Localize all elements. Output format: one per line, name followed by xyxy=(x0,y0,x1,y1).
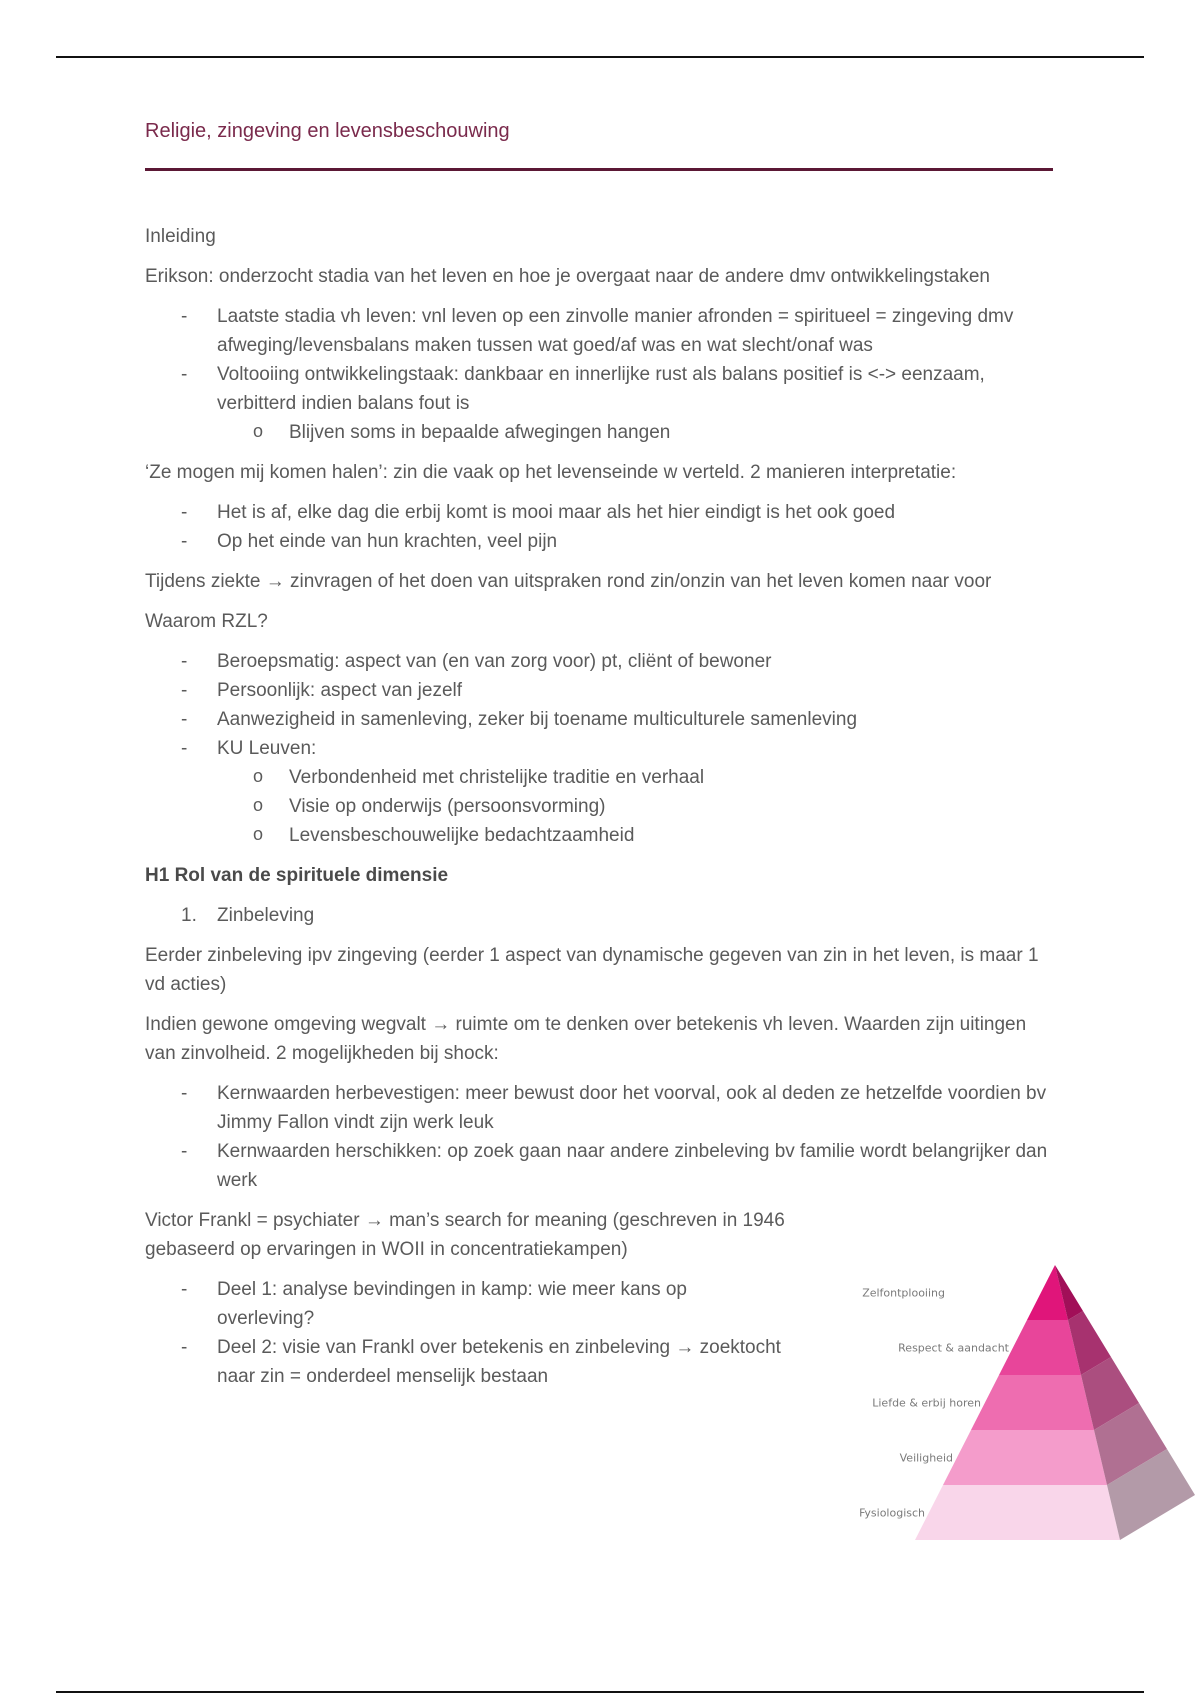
erikson-list xyxy=(145,302,1055,447)
pyramid-level-front xyxy=(943,1430,1107,1485)
dash-bullet: - xyxy=(181,680,188,701)
pyramid-level-label: Fysiologisch xyxy=(859,1506,925,1520)
maslow-pyramid xyxy=(820,1260,1200,1560)
list-item: - Het is af, elke dag die erbij komt is mooi maar als het hier eindigt is het ook goed xyxy=(145,498,1055,527)
quote-list xyxy=(145,498,1055,556)
dash-bullet: - xyxy=(181,1083,188,1104)
dash-bullet: - xyxy=(181,531,188,552)
dash-bullet: - xyxy=(181,502,188,523)
list-item: - Kernwaarden herbevestigen: meer bewust door het voorval, ook al deden ze hetzelfde voordien bv Jimmy Fallon vindt zijn werk leuk xyxy=(145,1079,1055,1137)
shock-paragraph: Indien gewone omgeving wegvalt → ruimte om te denken over betekenis vh leven. Waarden zijn uitingen van zinvolheid. 2 mogelijkheden bij shock: xyxy=(145,1014,1027,1064)
list-item: - Persoonlijk: aspect van jezelf xyxy=(145,676,1055,705)
sublist-item: o Visie op onderwijs (persoonsvorming) xyxy=(217,792,1055,821)
pyramid-level-label: Veiligheid xyxy=(899,1451,953,1465)
illness-paragraph: Tijdens ziekte → zinvragen of het doen van uitspraken rond zin/onzin van het leven komen naar voor xyxy=(145,571,992,592)
maslow-pyramid-svg xyxy=(820,1260,1200,1560)
list-item: - Kernwaarden herschikken: op zoek gaan naar andere zinbeleving bv familie wordt belangrijker dan werk xyxy=(145,1137,1055,1195)
document-title: Religie, zingeving en levensbeschouwing xyxy=(145,120,510,142)
circle-bullet: o xyxy=(253,824,264,844)
page-top-rule xyxy=(56,56,1144,58)
intro-heading: Inleiding xyxy=(145,226,216,247)
dash-bullet: - xyxy=(181,1279,188,1300)
title-underline xyxy=(145,168,1053,171)
dash-bullet: - xyxy=(181,364,188,385)
frankl-list xyxy=(145,1275,785,1391)
sublist-item: o Levensbeschouwelijke bedachtzaamheid xyxy=(217,821,1055,850)
why-list xyxy=(145,647,1055,850)
erikson-paragraph: Erikson: onderzocht stadia van het leven en hoe je overgaat naar de andere dmv ontwikkelingstaken xyxy=(145,266,990,287)
sublist xyxy=(217,763,1055,850)
list-item: - Laatste stadia vh leven: vnl leven op een zinvolle manier afronden = spiritueel = zingeving dmv afweging/levensbalans maken tussen wat goed/af was en wat slecht/onaf was xyxy=(145,302,1055,360)
list-item: - Deel 1: analyse bevindingen in kamp: wie meer kans op overleving? xyxy=(145,1275,785,1333)
pyramid-level-label: Zelfontplooiing xyxy=(862,1286,945,1300)
dash-bullet: - xyxy=(181,709,188,730)
list-item: - Op het einde van hun krachten, veel pijn xyxy=(145,527,1055,556)
list-item: - Aanwezigheid in samenleving, zeker bij toename multiculturele samenleving xyxy=(145,705,1055,734)
dash-bullet: - xyxy=(181,1337,188,1358)
pyramid-level-front xyxy=(999,1320,1081,1375)
dash-bullet: - xyxy=(181,738,188,759)
list-item: - KU Leuven: o Verbondenheid met christelijke traditie en verhaal o Visie op onderwijs (persoonsvorming) o Levensbeschouwelijke bedachtzaamheid xyxy=(145,734,1055,850)
list-item: - Beroepsmatig: aspect van (en van zorg voor) pt, cliënt of bewoner xyxy=(145,647,1055,676)
page-bottom-rule xyxy=(56,1691,1144,1693)
pyramid-level-front xyxy=(971,1375,1094,1430)
quote-paragraph: ‘Ze mogen mij komen halen’: zin die vaak op het levenseinde w verteld. 2 manieren interpretatie: xyxy=(145,462,957,483)
dash-bullet: - xyxy=(181,306,188,327)
pyramid-level-front xyxy=(915,1485,1120,1540)
dash-bullet: - xyxy=(181,651,188,672)
list-item: 1. Zinbeleving xyxy=(145,901,1055,930)
number-marker: 1. xyxy=(181,905,197,926)
zinbeleving-paragraph: Eerder zinbeleving ipv zingeving (eerder 1 aspect van dynamische gegeven van zin in het leven, is maar 1 vd acties) xyxy=(145,945,1039,995)
sublist-item: o Verbondenheid met christelijke traditie en verhaal xyxy=(217,763,1055,792)
circle-bullet: o xyxy=(253,795,264,815)
document-body xyxy=(145,222,1055,1402)
circle-bullet: o xyxy=(253,766,264,786)
section-heading-h1: H1 Rol van de spirituele dimensie xyxy=(145,865,449,886)
numbered-list xyxy=(145,901,1055,930)
circle-bullet: o xyxy=(253,421,264,441)
sublist-item: o Blijven soms in bepaalde afwegingen hangen xyxy=(217,418,1055,447)
shock-list xyxy=(145,1079,1055,1195)
frankl-paragraph: Victor Frankl = psychiater → man’s search for meaning (geschreven in 1946 gebaseerd op ervaringen in WOII in concentratiekampen) xyxy=(145,1210,785,1260)
dash-bullet: - xyxy=(181,1141,188,1162)
list-item: - Deel 2: visie van Frankl over betekenis en zinbeleving → zoektocht naar zin = onderdeel menselijk bestaan xyxy=(145,1333,785,1391)
pyramid-level-label: Respect & aandacht xyxy=(898,1341,1009,1355)
pyramid-level-label: Liefde & erbij horen xyxy=(872,1396,981,1410)
sublist xyxy=(217,418,1055,447)
why-heading: Waarom RZL? xyxy=(145,611,268,632)
list-item: - Voltooiing ontwikkelingstaak: dankbaar en innerlijke rust als balans positief is <-> eenzaam, verbitterd indien balans fout is o Blijven soms in bepaalde afwegingen hangen xyxy=(145,360,1055,447)
